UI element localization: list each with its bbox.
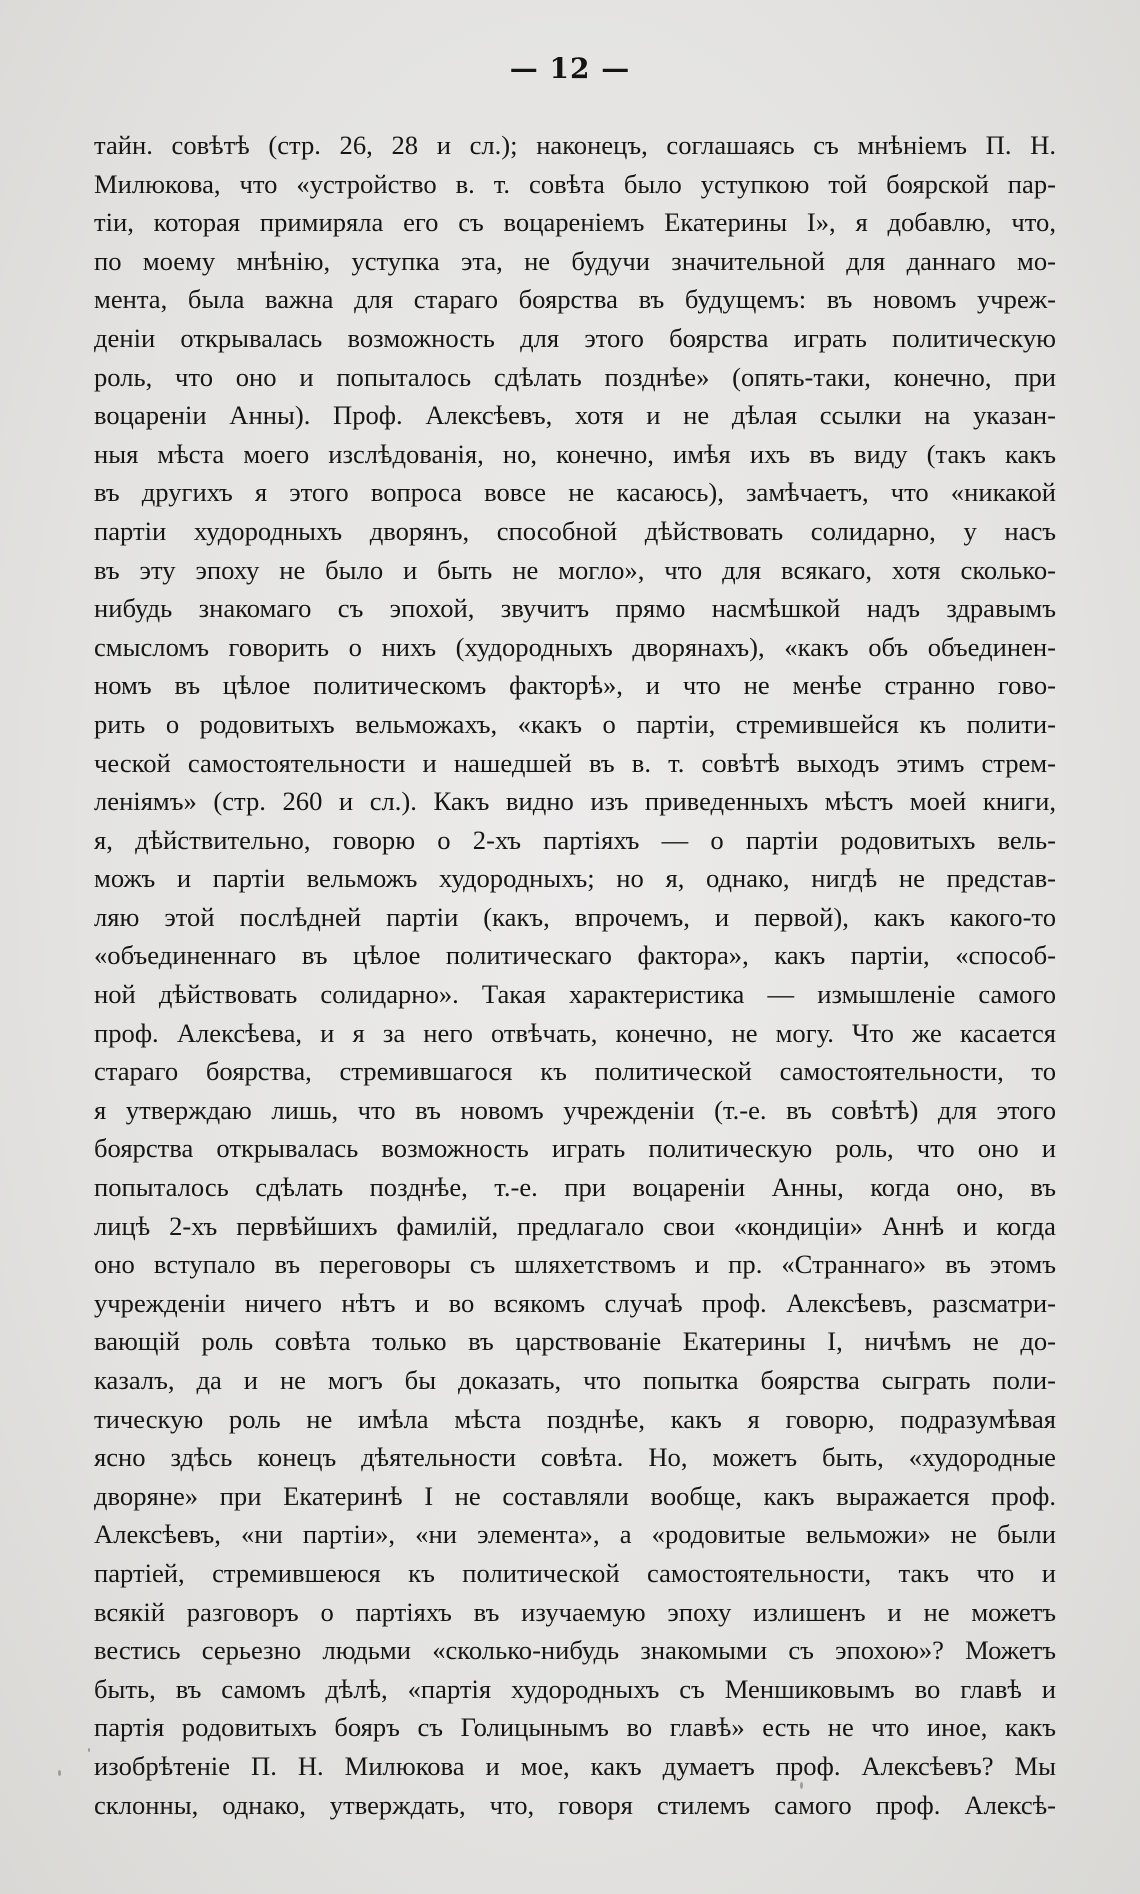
text-line: проф. Алексѣева, и я за него отвѣчать, конечно, не могу. Что же касается (94, 1017, 1056, 1048)
text-line: лицѣ 2-хъ первѣйшихъ фамилій, предлагало свои «кондиціи» Аннѣ и когда (94, 1210, 1056, 1241)
body-text (94, 126, 1056, 1824)
paper-speck (88, 1748, 90, 1752)
text-line: мента, была важна для стараго боярства въ будущемъ: въ новомъ учреж- (94, 284, 1056, 315)
text-line: учрежденіи ничего нѣтъ и во всякомъ случаѣ проф. Алексѣевъ, разсматри- (94, 1287, 1056, 1318)
text-line: ляю этой послѣдней партіи (какъ, впрочемъ, и первой), какъ какого-то (94, 901, 1056, 932)
text-line: въ эту эпоху не было и быть не могло», что для всякаго, хотя сколько- (94, 554, 1056, 585)
text-line: изобрѣтеніе П. Н. Милюкова и мое, какъ думаетъ проф. Алексѣевъ? Мы (94, 1750, 1056, 1781)
text-line: по моему мнѣнію, уступка эта, не будучи значительной для даннаго мо- (94, 245, 1056, 276)
text-line: ной дѣйствовать солидарно». Такая характеристика — измышленіе самого (94, 979, 1056, 1010)
text-line: нибудь знакомаго съ эпохой, звучитъ прямо насмѣшкой надъ здравымъ (94, 593, 1056, 624)
text-line: деніи открывалась возможность для этого боярства играть политическую (94, 322, 1056, 353)
text-line: «объединеннаго въ цѣлое политическаго фактора», какъ партіи, «способ- (94, 940, 1056, 971)
text-line: стараго боярства, стремившагося къ политической самостоятельности, то (94, 1056, 1056, 1087)
text-line: я, дѣйствительно, говорю о 2-хъ партіяхъ — о партіи родовитыхъ вель- (94, 824, 1056, 855)
text-line: можъ и партіи вельможъ худородныхъ; но я, однако, нигдѣ не представ- (94, 863, 1056, 894)
text-line: рить о родовитыхъ вельможахъ, «какъ о партіи, стремившейся къ полити- (94, 708, 1056, 739)
text-line: вестись серьезно людьми «сколько-нибудь знакомыми съ эпохою»? Можетъ (94, 1635, 1056, 1666)
text-line: дворяне» при Екатеринѣ I не составляли вообще, какъ выражается проф. (94, 1480, 1056, 1511)
text-line: тіи, которая примиряла его съ воцареніемъ Екатерины I», я добавлю, что, (94, 207, 1056, 238)
text-line: Милюкова, что «устройство в. т. совѣта было уступкою той боярской пар- (94, 168, 1056, 199)
text-line: казалъ, да и не могъ бы доказать, что попытка боярства сыграть поли- (94, 1365, 1056, 1395)
text-line: партія родовитыхъ бояръ съ Голицынымъ во главѣ» есть не что иное, какъ (94, 1712, 1056, 1743)
text-line: всякій разговоръ о партіяхъ въ изучаемую эпоху излишенъ и не можетъ (94, 1596, 1056, 1627)
paper-speck (58, 1770, 61, 1776)
text-line: ныя мѣста моего изслѣдованія, но, конечно, имѣя ихъ въ виду (такъ какъ (94, 438, 1056, 469)
text-line: попыталось сдѣлать позднѣе, т.-е. при воцареніи Анны, когда оно, въ (94, 1172, 1056, 1203)
text-line: быть, въ самомъ дѣлѣ, «партія худородныхъ съ Меншиковымъ во главѣ и (94, 1673, 1056, 1704)
text-line: смысломъ говорить о нихъ (худородныхъ дворянахъ), «какъ объ объединен- (94, 631, 1056, 662)
text-line: партіей, стремившеюся къ политической самостоятельности, такъ что и (94, 1557, 1056, 1588)
text-line: воцареніи Анны). Проф. Алексѣевъ, хотя и не дѣлая ссылки на указан- (94, 400, 1056, 431)
text-line: ческой самостоятельности и нашедшей въ в. т. совѣтѣ выходъ этимъ стрем- (94, 747, 1056, 778)
text-line: леніямъ» (стр. 260 и сл.). Какъ видно изъ приведенныхъ мѣстъ моей книги, (94, 786, 1056, 817)
text-line: я утверждаю лишь, что въ новомъ учрежденіи (т.-е. въ совѣтѣ) для этого (94, 1094, 1056, 1125)
text-line: склонны, однако, утверждать, что, говоря стилемъ самого проф. Алексѣ- (94, 1789, 1056, 1820)
text-line: боярства открывалась возможность играть политическую роль, что оно и (94, 1133, 1056, 1164)
text-line: Алексѣевъ, «ни партіи», «ни элемента», а «родовитые вельможи» не были (94, 1519, 1056, 1550)
text-line: тайн. совѣтѣ (стр. 26, 28 и сл.); наконецъ, соглашаясь съ мнѣніемъ П. Н. (94, 130, 1056, 160)
text-line: въ другихъ я этого вопроса вовсе не касаюсь), замѣчаетъ, что «никакой (94, 477, 1056, 508)
text-line: номъ въ цѣлое политическомъ факторѣ», и что не менѣе странно гово- (94, 670, 1056, 701)
text-line: тическую роль не имѣла мѣста позднѣе, какъ я говорю, подразумѣвая (94, 1403, 1056, 1434)
paper-speck (800, 1782, 803, 1789)
page-number: — 12 — (509, 52, 631, 85)
text-line: оно вступало въ переговоры съ шляхетствомъ и пр. «Страннаго» въ этомъ (94, 1249, 1056, 1280)
text-line: роль, что оно и попыталось сдѣлать позднѣе» (опять-таки, конечно, при (94, 361, 1056, 392)
text-line: ясно здѣсь конецъ дѣятельности совѣта. Но, можетъ быть, «худородные (94, 1442, 1056, 1473)
text-line: партіи худородныхъ дворянъ, способной дѣйствовать солидарно, у насъ (94, 515, 1056, 546)
text-line: вающій роль совѣта только въ царствованіе Екатерины I, ничѣмъ не до- (94, 1326, 1056, 1357)
